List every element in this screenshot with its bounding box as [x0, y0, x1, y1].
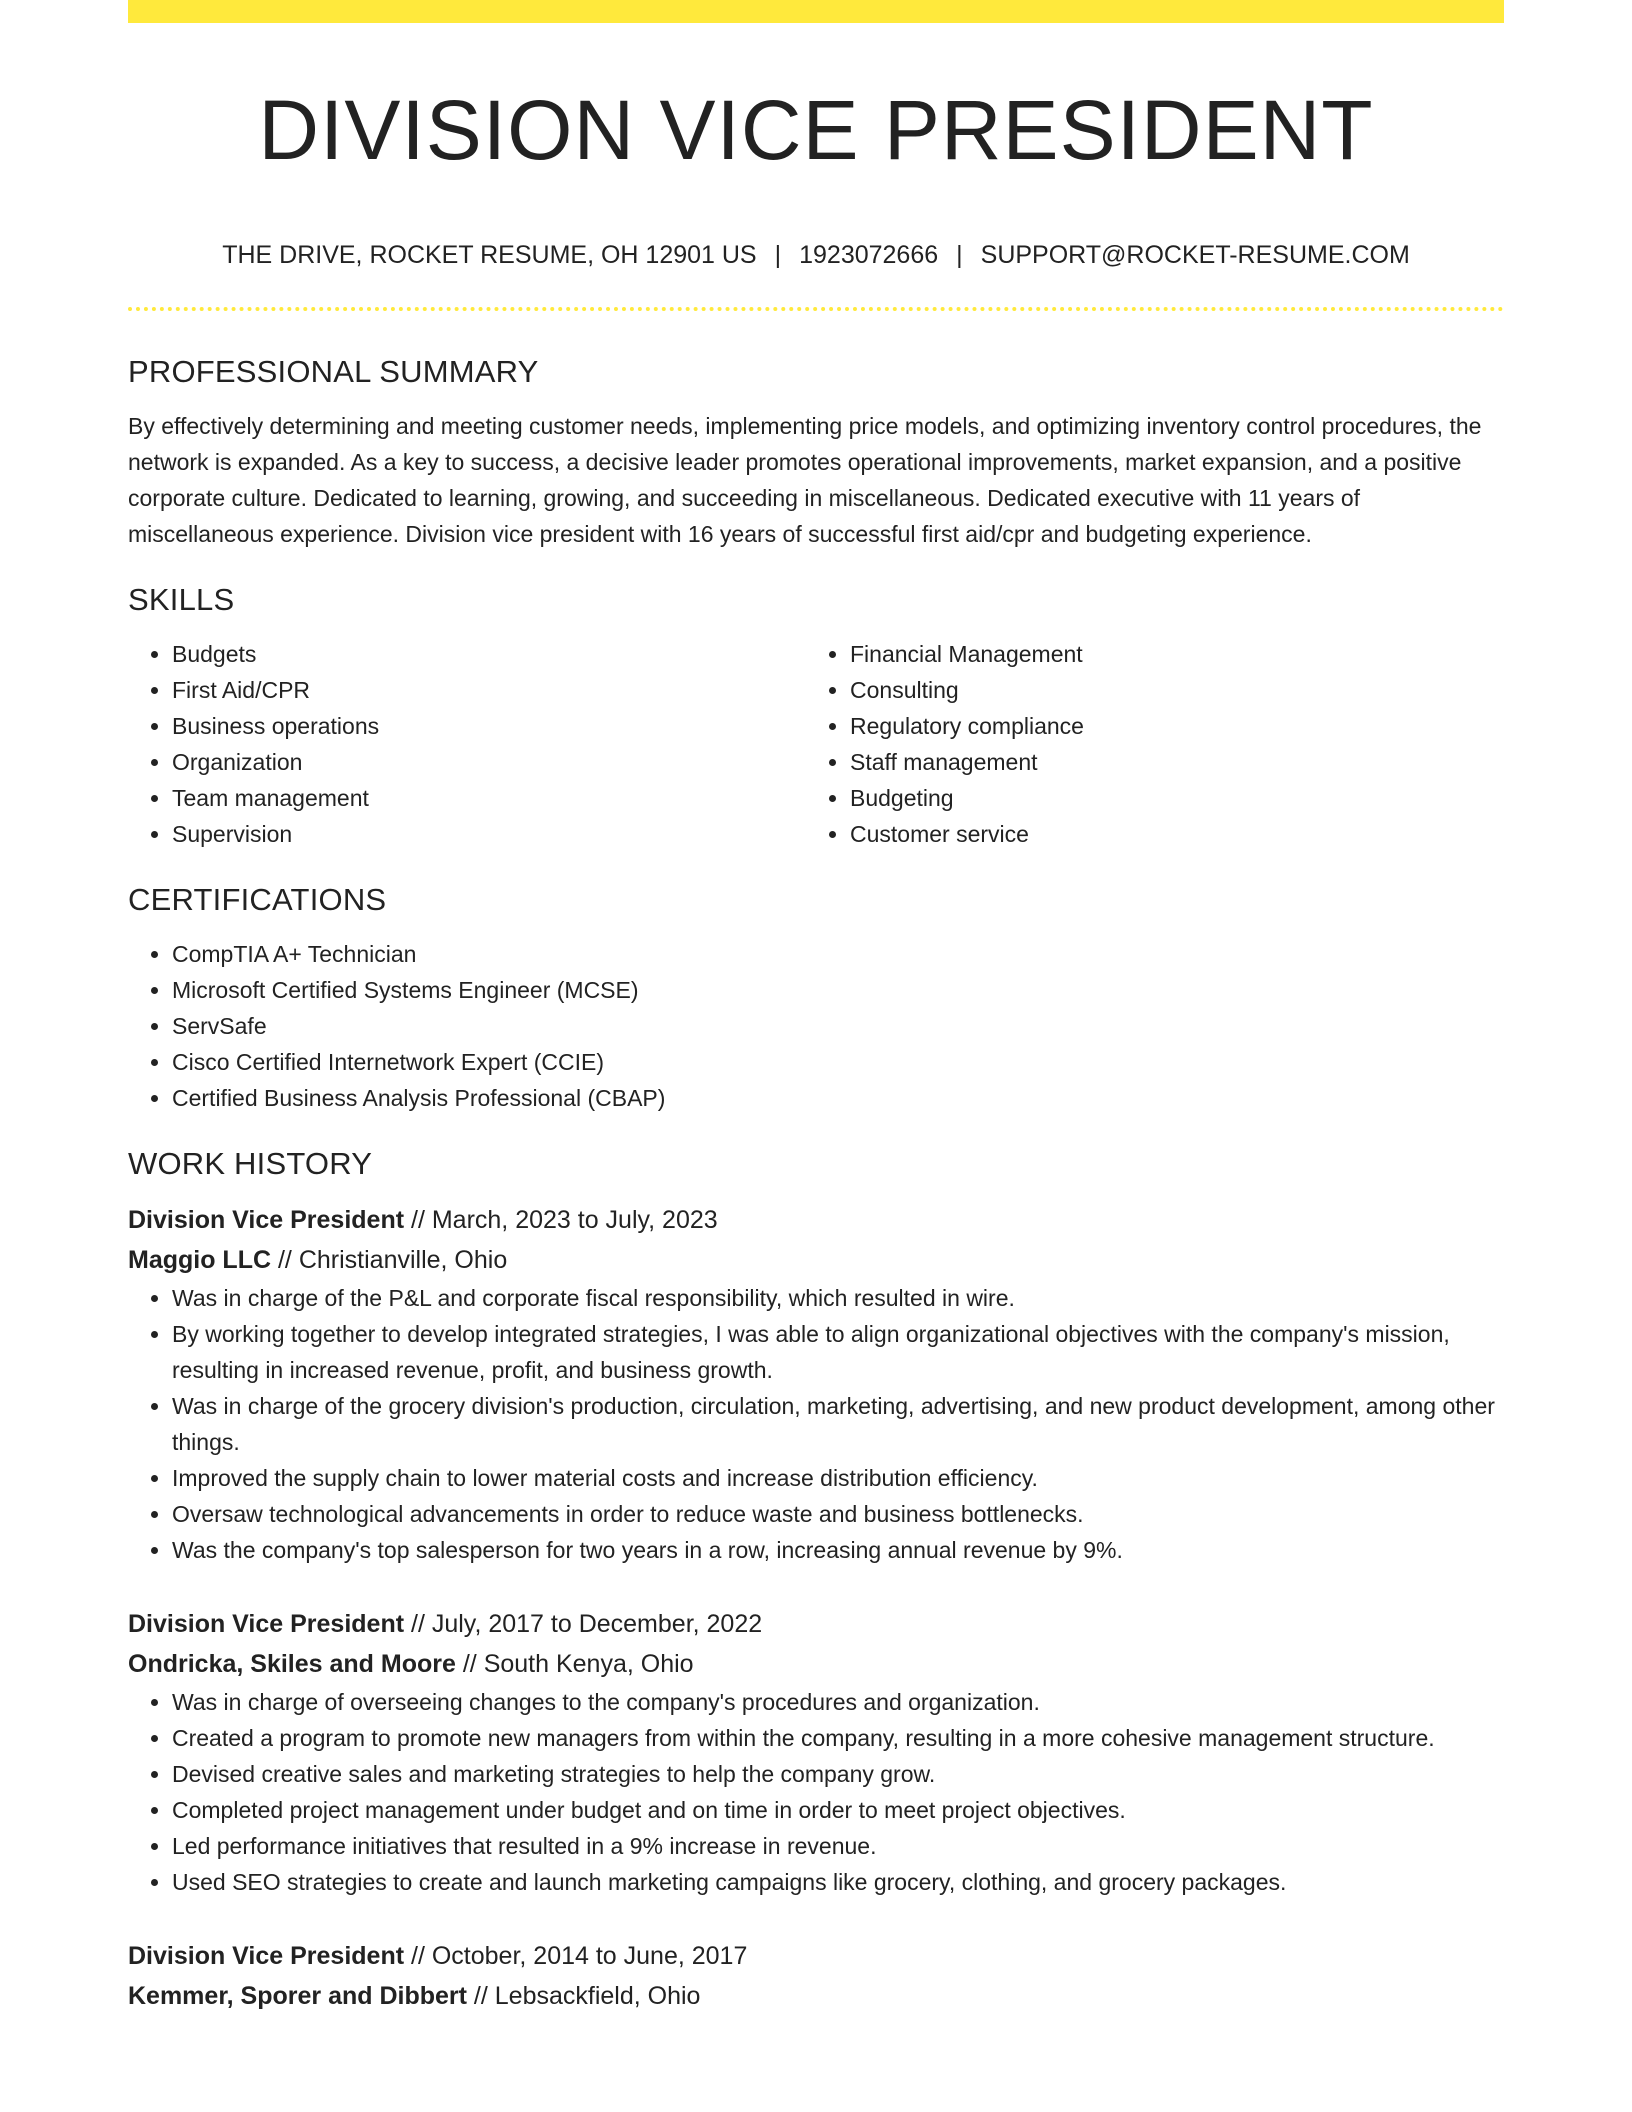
job-location: Christianville, Ohio [298, 1246, 508, 1274]
job-bullet: • Was in charge of overseeing changes to the company's procedures and organization. [172, 1684, 1504, 1720]
skills-list-right [806, 636, 1484, 852]
job-entry [128, 1936, 1504, 2016]
job-bullet: • Led performance initiatives that resulted in a 9% increase in revenue. [172, 1828, 1504, 1864]
job-divider: // [404, 1942, 432, 1970]
job-divider: // [404, 1206, 432, 1234]
summary-heading: PROFESSIONAL SUMMARY [128, 354, 539, 389]
job-title-line [128, 1936, 1504, 1976]
work-history-section [128, 1144, 1504, 2016]
skill-item: • Consulting [850, 672, 1484, 708]
job-title-line [128, 1200, 1504, 1240]
certifications-list [128, 936, 1504, 1116]
skills-column-right [806, 636, 1484, 852]
skill-item: • Supervision [172, 816, 806, 852]
skills-section [128, 580, 1504, 852]
skills-heading: SKILLS [128, 582, 235, 617]
contact-separator: | [956, 241, 963, 269]
job-entry [128, 1604, 1504, 1900]
skill-item: • Organization [172, 744, 806, 780]
job-title: Division Vice President [128, 1942, 405, 1970]
page-title: DIVISION VICE PRESIDENT [258, 83, 1374, 177]
job-entry [128, 1200, 1504, 1568]
summary-text: By effectively determining and meeting customer needs, implementing price models, and optimizing inventory control procedures, the network is expanded. As a key to success, a decisive leader promotes operational improvements, market expansion, and a positive corporate culture. Dedicated to learning, growing, and succeeding in miscellaneous. Dedicated executive with 11 years of miscellaneous experience. Division vice president with 16 years of successful first aid/cpr and budgeting experience. [128, 413, 1482, 547]
job-bullet: • Oversaw technological advancements in order to reduce waste and business bottlenecks. [172, 1496, 1504, 1532]
summary-section [128, 352, 1504, 552]
job-bullets [128, 1684, 1504, 1900]
job-bullet: • Devised creative sales and marketing strategies to help the company grow. [172, 1756, 1504, 1792]
job-divider: // [404, 1610, 432, 1638]
job-bullet: • Improved the supply chain to lower material costs and increase distribution efficiency. [172, 1460, 1504, 1496]
skill-item: • Staff management [850, 744, 1484, 780]
job-divider: // [455, 1650, 484, 1678]
contact-phone: 1923072666 [799, 241, 939, 269]
job-dates: March, 2023 to July, 2023 [431, 1206, 718, 1234]
dotted-divider [128, 307, 1504, 311]
job-bullet: • Was the company's top salesperson for two years in a row, increasing annual revenue by 9%. [172, 1532, 1504, 1568]
job-location: South Kenya, Ohio [483, 1650, 694, 1678]
certification-item: • Microsoft Certified Systems Engineer (MCSE) [172, 972, 1504, 1008]
contact-address: THE DRIVE, ROCKET RESUME, OH 12901 US [222, 241, 757, 269]
skill-item: • Regulatory compliance [850, 708, 1484, 744]
job-bullet: • Was in charge of the P&L and corporate fiscal responsibility, which resulted in wire. [172, 1280, 1504, 1316]
contact-separator: | [774, 241, 782, 269]
job-bullet: • Was in charge of the grocery division's production, circulation, marketing, advertising, and new product development, among other things. [172, 1388, 1504, 1460]
job-bullet: • Used SEO strategies to create and launch marketing campaigns like grocery, clothing, and grocery packages. [172, 1864, 1504, 1900]
job-company-line [128, 1976, 1504, 2016]
job-divider: // [466, 1982, 495, 2010]
skill-item: • Budgets [172, 636, 806, 672]
certification-item: • Cisco Certified Internetwork Expert (CCIE) [172, 1044, 1504, 1080]
skills-list-left [128, 636, 806, 852]
job-bullets [128, 1280, 1504, 1568]
skill-item: • Business operations [172, 708, 806, 744]
work-history-heading: WORK HISTORY [128, 1146, 373, 1181]
job-location: Lebsackfield, Ohio [494, 1982, 701, 2010]
job-company: Maggio LLC [128, 1246, 272, 1274]
certification-item: • CompTIA A+ Technician [172, 936, 1504, 972]
skill-item: • First Aid/CPR [172, 672, 806, 708]
skill-item: • Budgeting [850, 780, 1484, 816]
job-dates: July, 2017 to December, 2022 [431, 1610, 763, 1638]
job-bullet: • By working together to develop integrated strategies, I was able to align organizational objectives with the company's mission, resulting in increased revenue, profit, and business growth. [172, 1316, 1504, 1388]
certifications-section [128, 880, 1504, 1116]
skills-grid [128, 636, 1504, 852]
job-bullet: • Completed project management under budget and on time in order to meet project objectives. [172, 1792, 1504, 1828]
job-title: Division Vice President [128, 1206, 405, 1234]
job-bullet: • Created a program to promote new managers from within the company, resulting in a more cohesive management structure. [172, 1720, 1504, 1756]
contact-email: SUPPORT@ROCKET-RESUME.COM [980, 241, 1410, 269]
job-title: Division Vice President [128, 1610, 405, 1638]
skill-item: • Financial Management [850, 636, 1484, 672]
job-title-line [128, 1604, 1504, 1644]
certification-item: • ServSafe [172, 1008, 1504, 1044]
contact-line [128, 238, 1504, 272]
certification-item: • Certified Business Analysis Professional (CBAP) [172, 1080, 1504, 1116]
job-company: Kemmer, Sporer and Dibbert [128, 1982, 467, 2010]
job-company: Ondricka, Skiles and Moore [128, 1650, 456, 1678]
skill-item: • Customer service [850, 816, 1484, 852]
job-dates: October, 2014 to June, 2017 [431, 1942, 748, 1970]
certifications-heading: CERTIFICATIONS [128, 882, 387, 917]
resume-content [128, 352, 1504, 2052]
job-divider: // [271, 1246, 299, 1274]
job-company-line [128, 1240, 1504, 1280]
top-accent-bar [128, 0, 1504, 23]
skills-column-left [128, 636, 806, 852]
job-company-line [128, 1644, 1504, 1684]
skill-item: • Team management [172, 780, 806, 816]
